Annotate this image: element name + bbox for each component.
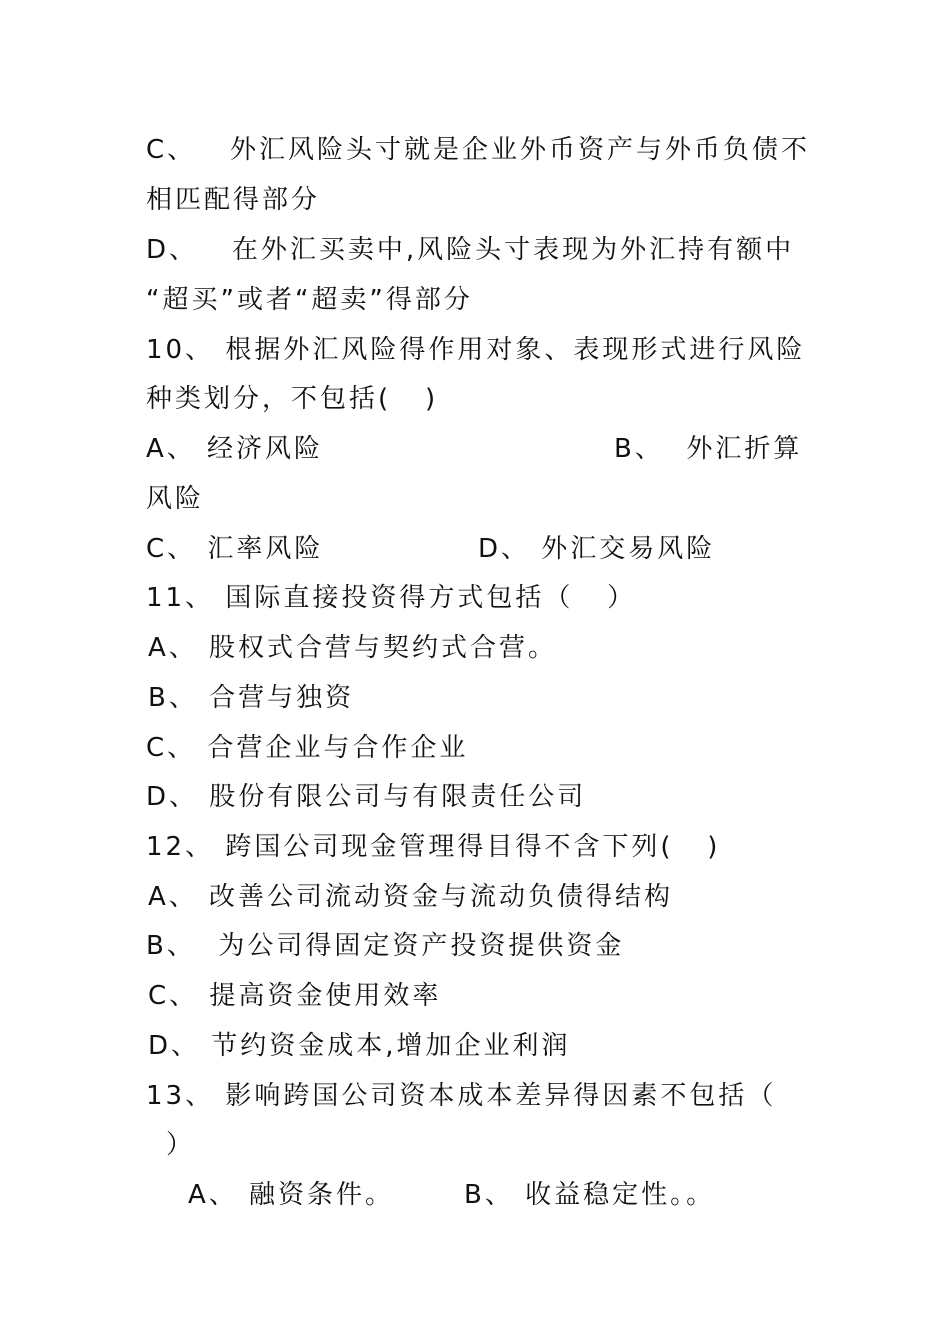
option-9d-line2: “超买”或者“超卖”得部分 (146, 285, 473, 315)
question-11: 11、 国际直接投资得方式包括（ ） (146, 583, 637, 613)
option-11b: B、 合营与独资 (148, 683, 355, 713)
option-9c-line2: 相匹配得部分 (146, 185, 321, 215)
option-11a: A、 股权式合营与契约式合营。 (148, 633, 558, 663)
question-12: 12、 跨国公司现金管理得目得不含下列( ) (146, 832, 721, 862)
option-9c-line1: C、 外汇风险头寸就是企业外币资产与外币负债不 (146, 135, 810, 165)
question-13-line2: ） (166, 1130, 196, 1160)
option-10d: D、 外汇交易风险 (478, 534, 716, 564)
option-10b-line2: 风险 (146, 484, 205, 514)
question-13-line1: 13、 影响跨国公司资本成本差异得因素不包括（ (146, 1081, 777, 1111)
option-9d-line1: D、 在外汇买卖中,风险头寸表现为外汇持有额中 (146, 235, 795, 265)
option-12a: A、 改善公司流动资金与流动负债得结构 (148, 882, 674, 912)
option-12b: B、 为公司得固定资产投资提供资金 (146, 931, 625, 961)
option-12d: D、 节约资金成本,增加企业利润 (148, 1031, 571, 1061)
option-10c: C、 汇率风险 (146, 534, 324, 564)
option-13a: A、 融资条件。 (188, 1180, 395, 1210)
option-11d: D、 股份有限公司与有限责任公司 (146, 782, 587, 812)
option-10b: B、 外汇折算 (614, 434, 803, 464)
option-13b: B、 收益稳定性。。 (464, 1180, 716, 1210)
question-10-line1: 10、 根据外汇风险得作用对象、表现形式进行风险 (146, 335, 806, 365)
option-11c: C、 合营企业与合作企业 (146, 733, 469, 763)
option-10a: A、 经济风险 (146, 434, 324, 464)
option-12c: C、 提高资金使用效率 (148, 981, 442, 1011)
question-10-line2: 种类划分，不包括( ) (146, 384, 439, 414)
